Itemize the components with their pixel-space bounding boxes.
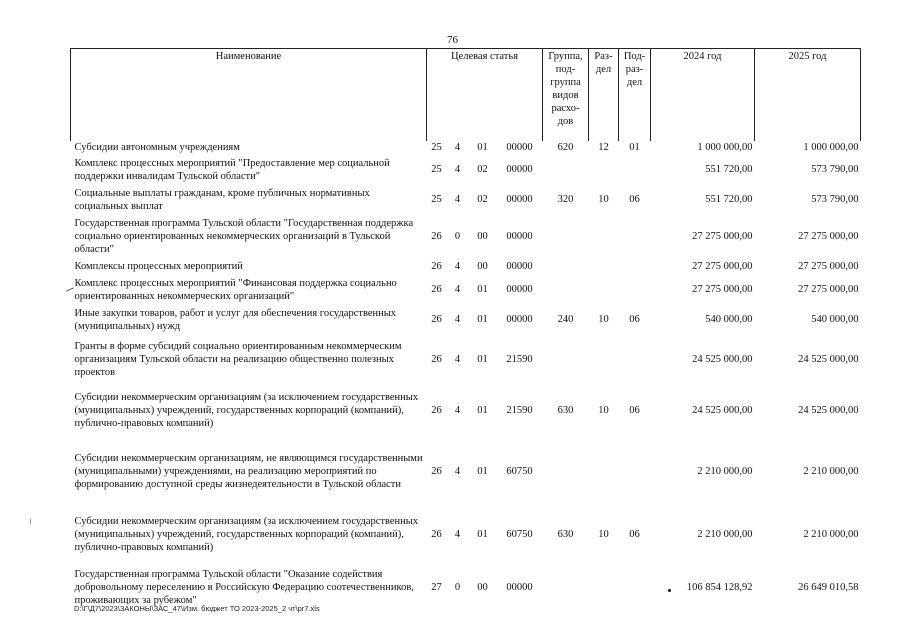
header-expense-group: Группа, под- группа видов расхо- дов [543, 49, 589, 141]
cell-v2024: 106 854 128,92 [686, 582, 753, 593]
cell-v2025: 24 525 000,00 [798, 405, 859, 416]
cell-sub [619, 335, 651, 385]
cell-c: 01 [477, 405, 488, 416]
table-row [71, 335, 861, 385]
cell-name: Субсидии некоммерческим организациям (за исключением государственных (муниципальных) учреждений, государственных корпораций (компаний), публично-правовых компаний) [74, 392, 419, 429]
cell-group [543, 275, 589, 305]
cell-v2024: 1 000 000,00 [697, 142, 753, 153]
cell-b: 4 [454, 314, 461, 325]
header-name: Наименование [71, 49, 427, 141]
cell-group [543, 215, 589, 259]
cell-d: 21590 [506, 354, 533, 365]
cell-c: 00 [477, 261, 488, 272]
cell-c: 01 [477, 354, 488, 365]
cell-v2024: 24 525 000,00 [692, 405, 753, 416]
cell-v2024: 551 720,00 [705, 194, 753, 205]
cell-name: Комплекс процессных мероприятий "Предоставление мер социальной поддержки инвалидам Тульской области" [74, 157, 390, 182]
cell-b: 4 [454, 164, 461, 175]
cell-sub: 06 [629, 405, 640, 416]
budget-table-frame [70, 48, 860, 608]
stray-dot-mark [668, 589, 671, 592]
cell-d: 00000 [506, 314, 533, 325]
cell-name: Комплексы процессных мероприятий [74, 261, 243, 272]
cell-v2024: 540 000,00 [705, 314, 753, 325]
cell-name: Иные закупки товаров, работ и услуг для обеспечения государственных (муниципальных) нужд [74, 307, 397, 332]
cell-d: 00000 [506, 142, 533, 153]
cell-group [543, 335, 589, 385]
table-row [71, 437, 861, 507]
cell-v2024: 27 275 000,00 [692, 284, 753, 295]
cell-b: 0 [454, 582, 461, 593]
cell-a: 27 [431, 582, 442, 593]
cell-a: 26 [431, 261, 442, 272]
table-row [71, 259, 861, 275]
cell-sub [619, 563, 651, 613]
cell-v2024: 2 210 000,00 [697, 466, 753, 477]
cell-sub [619, 155, 651, 185]
cell-sub: 06 [629, 194, 640, 205]
page-number: 76 [447, 34, 458, 46]
cell-section: 10 [598, 194, 609, 205]
cell-c: 01 [477, 529, 488, 540]
cell-a: 26 [431, 284, 442, 295]
cell-d: 00000 [506, 164, 533, 175]
cell-a: 25 [431, 194, 442, 205]
cell-sub [619, 437, 651, 507]
table-header-row [71, 49, 861, 141]
cell-name: Комплекс процессных мероприятий "Финансовая поддержка социально ориентированных некоммерческих организаций" [74, 277, 397, 302]
cell-a: 26 [431, 529, 442, 540]
cell-c: 00 [477, 582, 488, 593]
stray-margin-mark [30, 519, 31, 524]
cell-name: Субсидии некоммерческим организациям, не являющимся государственными (муниципальными) учреждениями, на реализацию мероприятий по формированию доступной среды жизнедеятельности в Тульской области [74, 453, 423, 490]
cell-v2024: 551 720,00 [705, 164, 753, 175]
cell-section [589, 275, 619, 305]
table-row [71, 507, 861, 563]
cell-c: 01 [477, 142, 488, 153]
cell-sub: 06 [629, 314, 640, 325]
cell-b: 0 [454, 231, 461, 242]
table-row [71, 155, 861, 185]
cell-sub [619, 259, 651, 275]
cell-v2024: 27 275 000,00 [692, 231, 753, 242]
header-2025: 2025 год [755, 49, 861, 141]
cell-c: 01 [477, 314, 488, 325]
cell-group [543, 563, 589, 613]
table-row [71, 141, 861, 155]
table-row [71, 385, 861, 437]
cell-section [589, 563, 619, 613]
cell-group: 620 [557, 142, 574, 153]
cell-d: 00000 [506, 582, 533, 593]
header-section: Раз- дел [589, 49, 619, 141]
cell-c: 02 [477, 194, 488, 205]
budget-table [70, 48, 861, 613]
cell-section [589, 259, 619, 275]
cell-d: 00000 [506, 261, 533, 272]
cell-a: 25 [431, 164, 442, 175]
table-row [71, 185, 861, 215]
cell-section [589, 335, 619, 385]
cell-sub [619, 215, 651, 259]
cell-group [543, 437, 589, 507]
cell-name: Социальные выплаты гражданам, кроме публичных нормативных социальных выплат [74, 187, 370, 212]
cell-b: 4 [454, 529, 461, 540]
cell-section: 12 [598, 142, 609, 153]
cell-v2024: 27 275 000,00 [692, 261, 753, 272]
table-row [71, 215, 861, 259]
cell-v2025: 540 000,00 [811, 314, 859, 325]
cell-b: 4 [454, 284, 461, 295]
cell-group [543, 155, 589, 185]
cell-section: 10 [598, 529, 609, 540]
cell-v2025: 1 000 000,00 [803, 142, 859, 153]
cell-group: 630 [557, 529, 574, 540]
table-row [71, 275, 861, 305]
cell-a: 26 [431, 405, 442, 416]
cell-name: Гранты в форме субсидий социально ориентированным некоммерческим организациям Тульской области на реализацию общественно полезных проектов [74, 341, 402, 378]
cell-v2025: 573 790,00 [811, 164, 859, 175]
cell-a: 26 [431, 354, 442, 365]
cell-a: 26 [431, 314, 442, 325]
cell-d: 60750 [506, 466, 533, 477]
cell-name: Государственная программа Тульской области "Оказание содействия добровольному переселению в Российскую Федерацию соотечественников, проживающих за рубежом" [74, 569, 414, 606]
cell-name: Субсидии некоммерческим организациям (за исключением государственных (муниципальных) учреждений, государственных корпораций (компаний), публично-правовых компаний) [74, 516, 419, 553]
cell-name: Субсидии автономным учреждениям [74, 142, 240, 153]
cell-b: 4 [454, 194, 461, 205]
cell-group: 320 [557, 194, 574, 205]
cell-b: 4 [454, 142, 461, 153]
cell-c: 02 [477, 164, 488, 175]
cell-v2025: 573 790,00 [811, 194, 859, 205]
cell-sub: 06 [629, 529, 640, 540]
cell-v2025: 27 275 000,00 [798, 231, 859, 242]
cell-v2025: 2 210 000,00 [803, 466, 859, 477]
cell-b: 4 [454, 354, 461, 365]
cell-v2024: 24 525 000,00 [692, 354, 753, 365]
cell-section [589, 215, 619, 259]
cell-d: 00000 [506, 284, 533, 295]
cell-group: 240 [557, 314, 574, 325]
cell-b: 4 [454, 405, 461, 416]
cell-c: 00 [477, 231, 488, 242]
cell-section: 10 [598, 405, 609, 416]
cell-d: 00000 [506, 231, 533, 242]
cell-d: 60750 [506, 529, 533, 540]
cell-v2025: 26 649 010,58 [798, 582, 859, 593]
header-target-article: Целевая статья [427, 49, 543, 141]
table-row [71, 305, 861, 335]
cell-v2025: 2 210 000,00 [803, 529, 859, 540]
cell-section [589, 155, 619, 185]
cell-c: 01 [477, 284, 488, 295]
cell-b: 4 [454, 466, 461, 477]
cell-section: 10 [598, 314, 609, 325]
cell-a: 25 [431, 142, 442, 153]
header-subsection: Под- раз- дел [619, 49, 651, 141]
cell-group [543, 259, 589, 275]
cell-b: 4 [454, 261, 461, 272]
cell-section [589, 437, 619, 507]
cell-c: 01 [477, 466, 488, 477]
cell-v2024: 2 210 000,00 [697, 529, 753, 540]
cell-v2025: 27 275 000,00 [798, 261, 859, 272]
cell-d: 00000 [506, 194, 533, 205]
cell-d: 21590 [506, 405, 533, 416]
header-2024: 2024 год [651, 49, 755, 141]
cell-group: 630 [557, 405, 574, 416]
footer-file-path: D:\Г\Д7\2023\ЗАКОНЫ\ЗАС_47\Изм. бюджет ТО 2023-2025_2 чт\pr7.xls [74, 604, 320, 613]
cell-sub: 01 [629, 142, 640, 153]
cell-v2025: 27 275 000,00 [798, 284, 859, 295]
cell-sub [619, 275, 651, 305]
cell-a: 26 [431, 231, 442, 242]
cell-a: 26 [431, 466, 442, 477]
cell-name: Государственная программа Тульской области "Государственная поддержка социально ориентированных некоммерческих организаций в Тульской области" [74, 218, 414, 255]
cell-v2025: 24 525 000,00 [798, 354, 859, 365]
